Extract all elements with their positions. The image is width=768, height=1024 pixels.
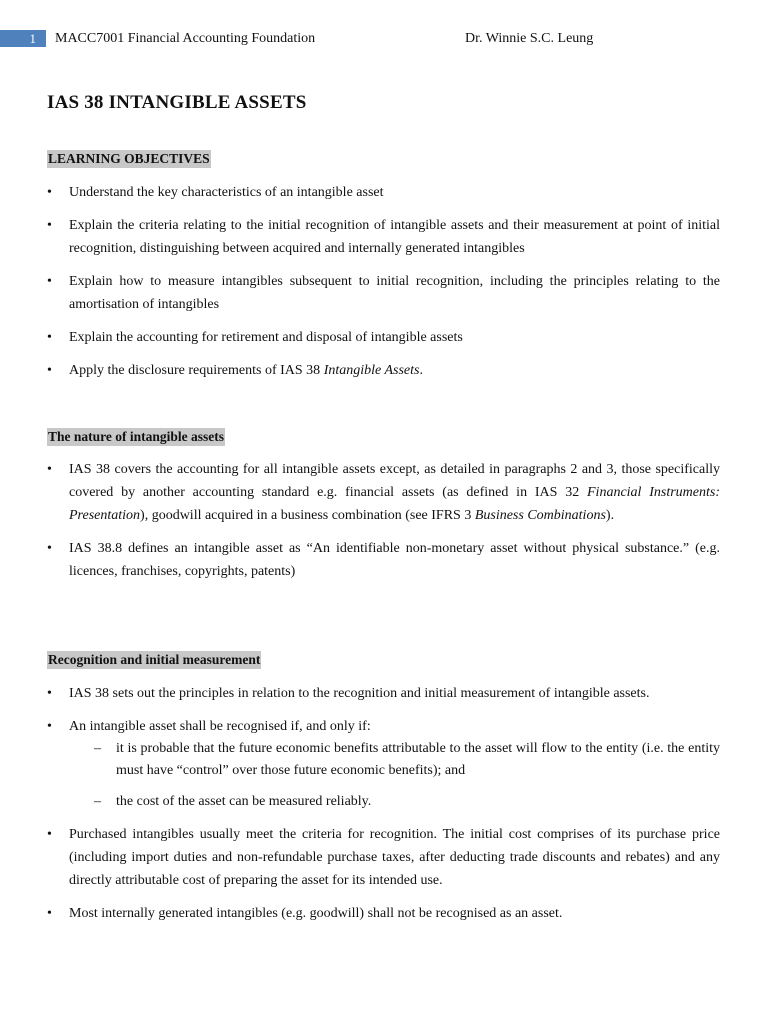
section-heading-label: Recognition and initial measurement [48, 652, 261, 667]
list-item [47, 359, 720, 382]
list-item: • Understand the key characteristics of an intangible asset [47, 181, 720, 204]
header-author: Dr. Winnie S.C. Leung [465, 31, 594, 46]
list-item: • Purchased intangibles usually meet the criteria for recognition. The initial cost comprises of its purchase price (including import duties and non-refundable purchase taxes, after deducting trade discounts and rebates) and any directly attributable cost of preparing the asset for its intended use. [47, 823, 720, 892]
section-heading-label: The nature of intangible assets [48, 429, 225, 444]
sub-list-item: – the cost of the asset can be measured reliably. [69, 791, 720, 813]
section-heading-nature [47, 429, 225, 445]
list-item [47, 715, 720, 813]
list-item: • Most internally generated intangibles (e.g. goodwill) shall not be recognised as an asset. [47, 902, 720, 925]
list-item: • Explain how to measure intangibles subsequent to initial recognition, including the principles relating to the amortisation of intangibles [47, 270, 720, 316]
list-item: • Explain the criteria relating to the initial recognition of intangible assets and their measurement at point of initial recognition, distinguishing between acquired and internally generated intangibles [47, 214, 720, 260]
list-item [47, 458, 720, 527]
sub-list-item: – it is probable that the future economic benefits attributable to the asset will flow to the entity (i.e. the entity must have “control” over those future economic benefits); and [69, 738, 720, 782]
text-run: An intangible asset shall be recognised if, and only if: [69, 719, 371, 734]
text-run: ). [605, 508, 615, 523]
learning-objectives-list [47, 181, 720, 382]
document-title: IAS 38 INTANGIBLE ASSETS [47, 92, 307, 113]
section-heading-label: LEARNING OBJECTIVES [48, 151, 210, 166]
italic-title: Financial Instruments: Presentation [69, 485, 720, 523]
text-run: IAS 38 covers the accounting for all intangible assets except, as detailed in paragraphs 2 and 3, those specifically covered by another accounting standard e.g. financial assets (as defined in IAS 32 [69, 462, 720, 500]
text-run: . [419, 363, 423, 378]
recognition-list [47, 682, 720, 925]
list-item: • IAS 38.8 defines an intangible asset as “An identifiable non-monetary asset without physical substance.” (e.g. licences, franchises, copyrights, patents) [47, 537, 720, 583]
list-item: • IAS 38 sets out the principles in relation to the recognition and initial measurement of intangible assets. [47, 682, 720, 705]
page-number: 1 [0, 30, 46, 47]
header-course-title: MACC7001 Financial Accounting Foundation [55, 31, 316, 46]
text-run: ), goodwill acquired in a business combination (see IFRS 3 [140, 508, 475, 523]
text-run: Apply the disclosure requirements of IAS 38 [69, 363, 324, 378]
nature-list [47, 458, 720, 583]
section-heading-recognition [47, 652, 261, 668]
italic-title: Intangible Assets [323, 363, 420, 378]
italic-title: Business Combinations [474, 508, 606, 523]
list-item: • Explain the accounting for retirement and disposal of intangible assets [47, 326, 720, 349]
section-heading-learning-objectives [47, 151, 211, 167]
sub-list [69, 738, 720, 813]
